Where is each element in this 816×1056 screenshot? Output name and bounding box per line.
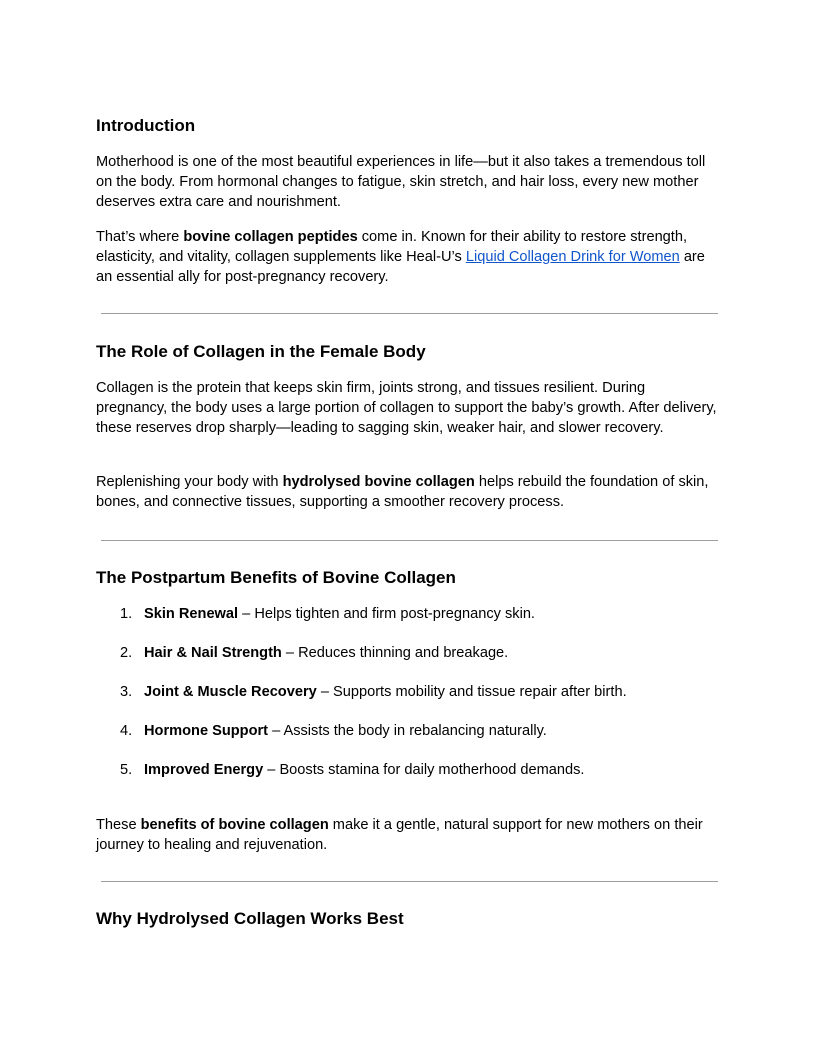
- list-item-number: 3.: [120, 684, 133, 700]
- list-item-title: Improved Energy: [144, 762, 264, 778]
- horizontal-rule-1: [101, 313, 718, 314]
- list-item-number: 2.: [120, 645, 133, 661]
- heading-introduction: Introduction: [96, 116, 196, 135]
- list-item-text: – Reduces thinning and breakage.: [281, 645, 509, 661]
- benefits-list: [96, 604, 720, 799]
- heading-why-hydrolysed: Why Hydrolysed Collagen Works Best: [96, 909, 404, 928]
- intro-paragraph-2: [96, 227, 720, 287]
- horizontal-rule-3: [101, 881, 718, 882]
- intro-p2-text-end: are an essential ally for post-pregnancy recovery.: [96, 249, 705, 285]
- list-item-title: Hair & Nail Strength: [144, 645, 282, 661]
- list-item-text: – Boosts stamina for daily motherhood demands.: [263, 762, 585, 778]
- list-item-number: 1.: [120, 606, 133, 622]
- list-item-number: 4.: [120, 723, 133, 739]
- list-item-title: Skin Renewal: [144, 606, 239, 622]
- list-item-text: – Assists the body in rebalancing naturally.: [268, 723, 547, 739]
- role-p2-bold: hydrolysed bovine collagen: [282, 474, 475, 490]
- intro-paragraph-1: Motherhood is one of the most beautiful experiences in life—but it also takes a tremendous toll on the body. From hormonal changes to fatigue, skin stretch, and hair loss, every new mother deserves extra care and nourishment.: [96, 154, 706, 210]
- list-item-number: 5.: [120, 762, 133, 778]
- heading-role-of-collagen: The Role of Collagen in the Female Body: [96, 342, 426, 361]
- role-p2-text-end: helps rebuild the foundation of skin, bones, and connective tissues, supporting a smoother recovery process.: [96, 474, 709, 510]
- list-item: [96, 760, 720, 799]
- list-item: [96, 721, 720, 760]
- role-paragraph-1: Collagen is the protein that keeps skin firm, joints strong, and tissues resilient. During pregnancy, the body uses a large portion of collagen to support the baby’s growth. After delivery, these reserves drop sharply—leading to sagging skin, weaker hair, and slower recovery.: [96, 380, 717, 436]
- benefits-p-text-end: make it a gentle, natural support for new mothers on their journey to healing and rejuvenation.: [96, 817, 703, 853]
- liquid-collagen-link[interactable]: Liquid Collagen Drink for Women: [465, 249, 680, 265]
- intro-p2-text-start: That’s where: [96, 229, 184, 245]
- role-paragraph-2: [96, 472, 720, 512]
- benefits-paragraph: [96, 815, 720, 855]
- intro-p2-bold: bovine collagen peptides: [183, 229, 358, 245]
- heading-postpartum-benefits: The Postpartum Benefits of Bovine Collagen: [96, 568, 456, 587]
- list-item: [96, 682, 720, 721]
- role-p2-text-start: Replenishing your body with: [96, 474, 283, 490]
- list-item-text: – Helps tighten and firm post-pregnancy skin.: [238, 606, 535, 622]
- list-item-text: – Supports mobility and tissue repair after birth.: [316, 684, 627, 700]
- horizontal-rule-2: [101, 540, 718, 541]
- benefits-p-text-start: These: [96, 817, 141, 833]
- list-item-title: Hormone Support: [144, 723, 269, 739]
- list-item-title: Joint & Muscle Recovery: [144, 684, 317, 700]
- list-item: [96, 604, 720, 643]
- benefits-p-bold: benefits of bovine collagen: [140, 817, 329, 833]
- intro-p2-text-mid: come in. Known for their ability to restore strength, elasticity, and vitality, collagen supplements like Heal-U’s: [96, 229, 688, 265]
- list-item: [96, 643, 720, 682]
